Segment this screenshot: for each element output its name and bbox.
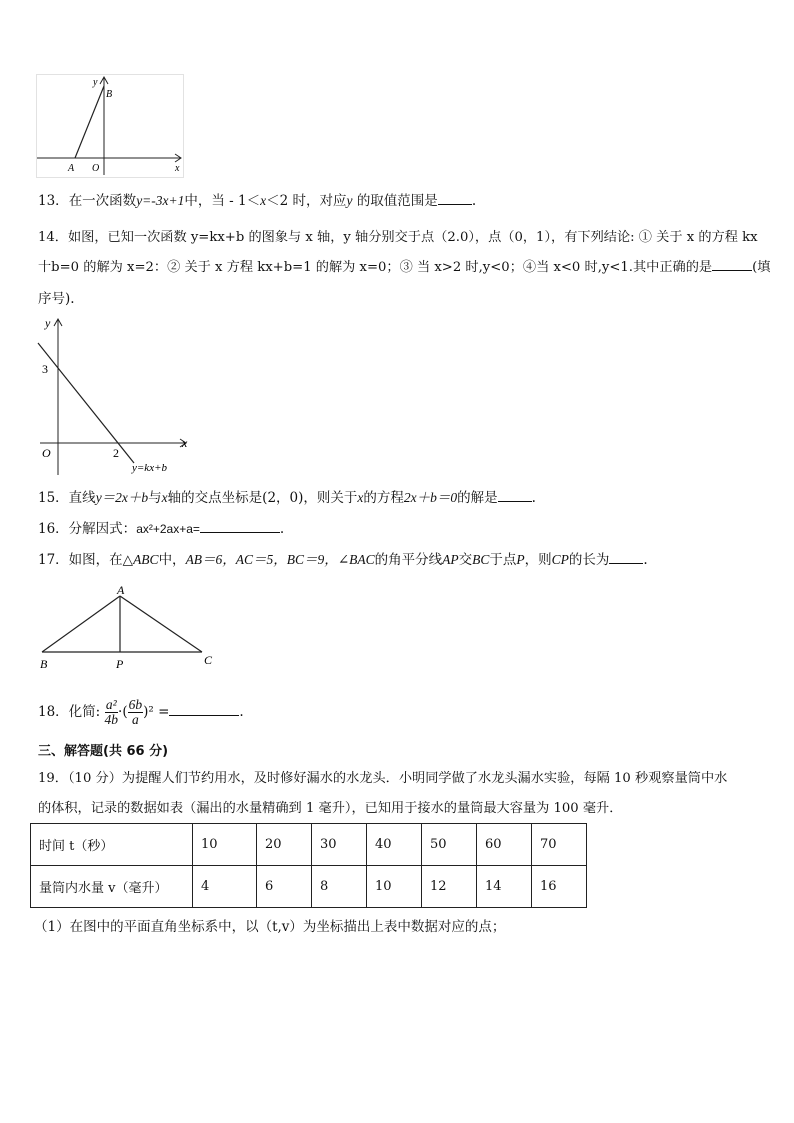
label-o: O	[42, 446, 51, 460]
figure-q17	[36, 582, 226, 672]
fraction-a2-4b: $\frac{\text{a²}}{4b}$	[104, 697, 119, 727]
figure-q17-triangle	[36, 582, 226, 672]
table-cell: 6	[257, 866, 312, 908]
row-header: 时间 t（秒）	[31, 824, 193, 866]
row-header: 量筒内水量 v（毫升）	[31, 866, 193, 908]
label-o: O	[92, 163, 100, 174]
label-3: 3	[42, 362, 48, 376]
fraction-6b-a: $\frac{6b}{a}$	[128, 697, 143, 727]
question-14-line1: 14．如图，已知一次函数 y=kx+b 的图象与 x 轴，y 轴分别交于点（2.0），点（0，1），有下列结论: ① 关于 x 的方程 kx	[38, 230, 758, 245]
answer-blank[interactable]	[438, 192, 472, 205]
table-cell: 4	[193, 866, 257, 908]
table-cell: 16	[532, 866, 587, 908]
question-13: 13．在一次函数y=-3x+1中，当 - 1＜x＜2 时，对应y 的取值范围是 .	[38, 193, 477, 209]
label-x: x	[175, 163, 180, 174]
label-b: B	[40, 657, 48, 671]
label-y: y	[93, 77, 98, 88]
label-function: y=kx+b	[132, 462, 167, 474]
question-16: 16．分解因式：ax²+2ax+a= .	[38, 521, 285, 537]
table-row	[31, 824, 587, 866]
label-x: x	[182, 436, 188, 450]
table-cell: 70	[532, 824, 587, 866]
data-table	[30, 823, 587, 908]
table-cell: 40	[367, 824, 422, 866]
label-b: B	[106, 89, 113, 100]
question-15: 15．直线y＝2x＋b与x轴的交点坐标是(2，0)，则关于x的方程2x＋b＝0的解是 .	[38, 490, 536, 506]
table-cell: 10	[193, 824, 257, 866]
figure-q12-graph	[37, 75, 185, 179]
question-19-line2: 的体积，记录的数据如表（漏出的水量精确到 1 毫升），已知用于接水的量筒最大容量为 100 毫升．	[38, 801, 623, 816]
table-cell: 50	[422, 824, 477, 866]
side-ab	[42, 596, 120, 652]
section-title: 三、解答题(共 66 分)	[38, 744, 169, 759]
question-14-line2: 十b=0 的解为 x=2：② 关于 x 方程 kx+b=1 的解为 x=0；③ 当 x>2 时,y<0；④当 x<0 时,y<1.其中正确的是 (填	[38, 260, 771, 275]
table-cell: 60	[477, 824, 532, 866]
label-c: C	[204, 653, 213, 667]
table-row	[31, 866, 587, 908]
question-18: 18．化简: $\frac{\text{a²}}{4b}$ ·( $\frac{6b}{a}$ )² = .	[38, 697, 244, 727]
label-a: A	[68, 163, 75, 174]
figure-q14	[36, 313, 196, 481]
answer-blank[interactable]	[498, 489, 532, 502]
answer-blank[interactable]	[169, 703, 239, 716]
label-2: 2	[113, 446, 119, 460]
answer-blank[interactable]	[712, 258, 752, 271]
side-ac	[120, 596, 202, 652]
question-17: 17．如图，在△ABC中，AB＝6，AC＝5，BC＝9，∠BAC的角平分线AP交BC于点P，则CP的长为 .	[38, 552, 648, 568]
question-19-line1: 19．（10 分）为提醒人们节约用水，及时修好漏水的水龙头．小明同学做了水龙头漏水实验，每隔 10 秒观察量筒中水	[38, 771, 728, 786]
figure-q14-graph	[36, 313, 196, 481]
table-cell: 8	[312, 866, 367, 908]
table-cell: 12	[422, 866, 477, 908]
label-a: A	[117, 583, 125, 597]
question-19-part1: （1）在图中的平面直角坐标系中，以（t,v）为坐标描出上表中数据对应的点；	[34, 919, 506, 935]
answer-blank[interactable]	[609, 551, 643, 564]
table-cell: 14	[477, 866, 532, 908]
line-ab	[75, 86, 104, 158]
label-p: P	[116, 657, 124, 671]
table-cell: 20	[257, 824, 312, 866]
line-kx-b	[38, 343, 134, 463]
table-cell: 30	[312, 824, 367, 866]
figure-q12	[36, 74, 184, 178]
label-y: y	[45, 316, 51, 330]
table-cell: 10	[367, 866, 422, 908]
answer-blank[interactable]	[200, 520, 280, 533]
question-14-line3: 序号).	[38, 291, 75, 307]
